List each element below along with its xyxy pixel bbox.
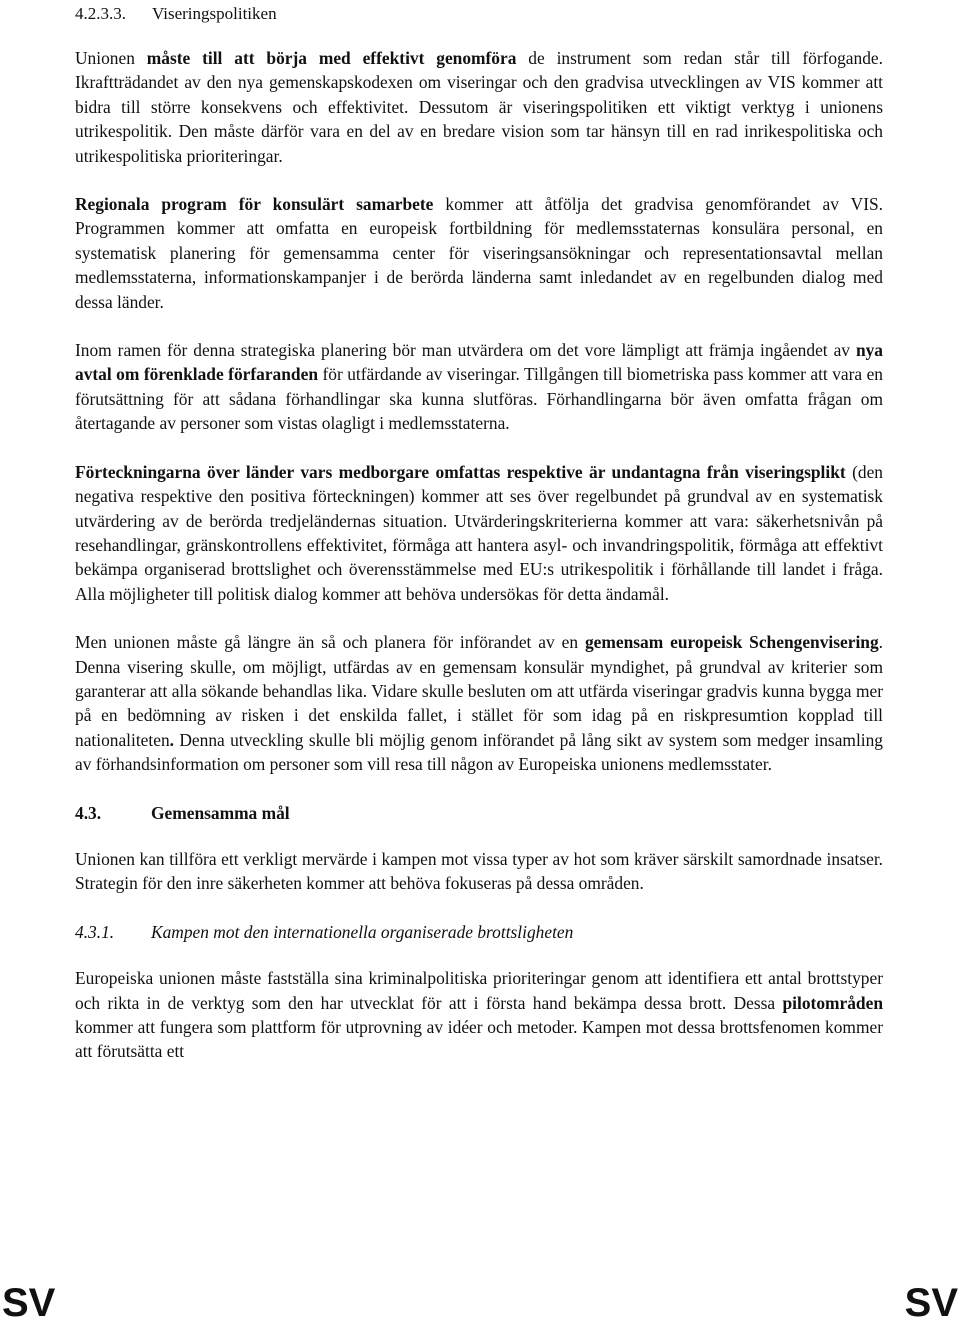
section-heading-4-3 — [75, 801, 883, 825]
paragraph-regional-programs — [75, 192, 883, 314]
paragraph-visa-lists — [75, 460, 883, 606]
text-run: Inom ramen för denna strategiska planering bör man utvärdera om det vore lämpligt att främja ingåendet av — [75, 340, 856, 361]
text-run: . Denna visering skulle, om möjligt, utfärdas av en gemensam konsulär myndighet, på grundval av kriterier som garanterar att alla sökande behandlas lika. Vidare skulle besluten om att utfärda viseringar gradvis kunna bygga mer på en bedömning av risken i det enskilda fallet, i stället för som idag på en riskpresumtion kopplad till nationaliteten — [75, 632, 884, 750]
bold-phrase: gemensam europeisk Schengenvisering — [584, 632, 879, 653]
paragraph-common-goals: Unionen kan tillföra ett verkligt mervärde i kampen mot vissa typer av hot som kräver särskilt samordnade insatser. Strategin för den inre säkerheten kommer att behöva fokuseras på dessa områden. — [75, 848, 883, 894]
bold-phrase: måste till att börja med effektivt genomföra — [146, 48, 517, 68]
language-code-right: SV — [904, 1281, 958, 1325]
text-run: de instrument som redan står till förfogande. Ikraftträdandet av den nya gemenskapskodexen om viseringar och den gradvisa utvecklingen av VIS kommer att bidra till större konsekvens och effektivitet. Dessutom är viseringspolitiken ett viktigt verktyg i unionens utrikespolitik. Den måste därför vara en del av en bredare vision som tar hänsyn till en rad inrikespolitiska och utrikespolitiska prioriteringar. — [75, 48, 883, 166]
heading-title: Gemensamma mål — [151, 802, 290, 823]
paragraph-organised-crime — [75, 966, 883, 1064]
language-code-left: SV — [2, 1281, 56, 1325]
text-run: Denna utveckling skulle bli möjlig genom införandet på lång sikt av system som medger insamling av förhandsinformation om personer som vill resa till någon av Europeiska unionens medlemsstater. — [75, 729, 883, 775]
text-run: kommer att fungera som plattform för utprovning av idéer och metoder. Kampen mot dessa brottsfenomen kommer att förutsätta ett — [75, 1017, 883, 1062]
heading-title: Viseringspolitiken — [152, 4, 277, 23]
bold-phrase: Regionala program för konsulärt samarbete — [75, 194, 434, 215]
paragraph-schengen-visa — [75, 630, 883, 776]
paragraph-visa-instruments — [75, 46, 883, 168]
text-run: Unionen — [75, 48, 147, 68]
body-text — [75, 46, 883, 1064]
heading-number: 4.3.1. — [75, 921, 115, 942]
text-run: kommer att åtfölja det gradvisa genomförandet av VIS. Programmen kommer att omfatta en europeisk fortbildning för medlemsstaternas konsulära personal, en systematisk planering för gemensamma center för viseringsansökningar och representationsavtal mellan medlemsstaterna, informationskampanjer i de berörda länderna samt inledandet av en regelbunden dialog med dessa länder. — [75, 194, 883, 312]
heading-number: 4.2.3.3. — [75, 4, 126, 23]
bold-period: . — [169, 729, 175, 750]
text-run: Men unionen måste gå längre än så och planera för införandet av en — [75, 632, 585, 653]
bold-phrase: Förteckningarna över länder vars medborgare omfattas respektive är undantagna från viseringsplikt — [75, 461, 846, 482]
bold-phrase: nya avtal om förenklade förfaranden — [75, 340, 883, 385]
bold-phrase: pilotområden — [782, 992, 883, 1013]
heading-number: 4.3. — [75, 802, 102, 823]
paragraph-simplified-procedures — [75, 338, 883, 436]
text-run: Europeiska unionen måste fastställa sina kriminalpolitiska prioriteringar genom att identifiera ett antal brottstyper och rikta in de verktyg som den har utvecklat för att i första hand bekämpa dessa brott. Dessa — [75, 968, 883, 1013]
heading-title: Kampen mot den internationella organiserade brottsligheten — [151, 921, 574, 942]
subsection-heading-4-2-3-3 — [75, 2, 277, 26]
section-heading-4-3-1 — [75, 920, 883, 944]
text-run: för utfärdande av viseringar. Tillgången till biometriska pass kommer att vara en förutsättning för att sådana förhandlingar ska kunna slutföras. Förhandlingarna bör även omfatta frågan om återtagande av personer som vistas olagligt i medlemsstaterna. — [75, 364, 883, 434]
text-run: (den negativa respektive den positiva förteckningen) kommer att ses över regelbundet på grundval av en systematisk utvärdering av de berörda tredjeländernas situation. Utvärderingskriterierna kommer att vara: säkerhetsnivån på resehandlingar, gränskontrollens effektivitet, förmåga att hantera asyl- och invandringspolitik, förmåga att effektivt bekämpa organiserad brottslighet och överensstämmelse med EU:s utrikespolitik i förhållande till landet i fråga. Alla möjligheter till politisk dialog kommer att behöva undersökas för detta ändamål. — [75, 461, 883, 604]
